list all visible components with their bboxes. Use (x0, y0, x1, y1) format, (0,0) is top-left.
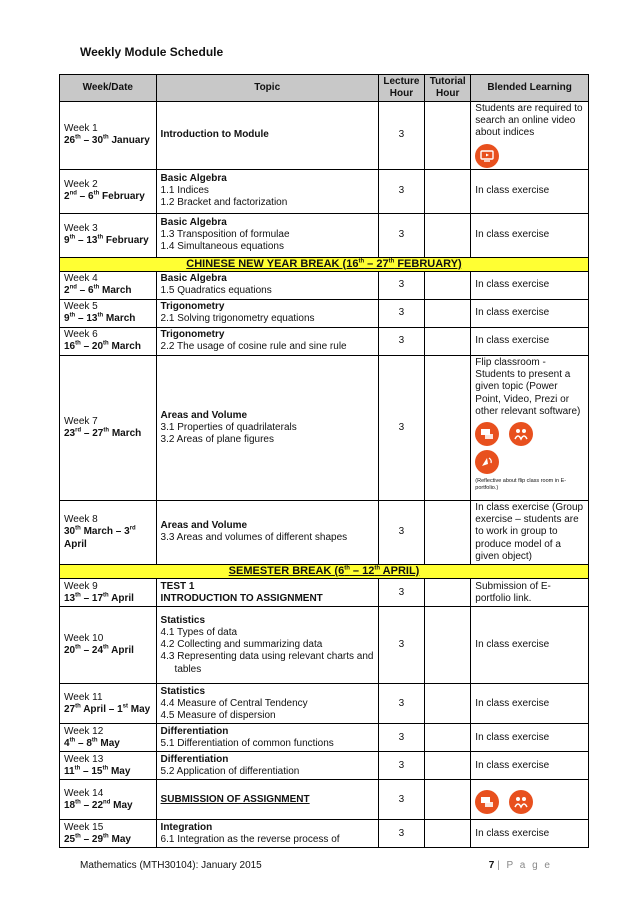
icon-row (475, 450, 584, 474)
week-cell (60, 299, 157, 327)
week-dates: 30th March – 3rd April (64, 526, 136, 550)
lecture-hours-cell: 3 (378, 169, 424, 213)
topic-cell (156, 684, 378, 724)
blended-learning-cell (471, 724, 589, 752)
topic-item: 4.2 Collecting and summarizing data (160, 639, 323, 651)
reflection-icon (475, 450, 499, 474)
topic-heading: Basic Algebra (160, 216, 227, 228)
week-label: Week 15 (64, 821, 104, 833)
table-row (60, 780, 589, 820)
topic-item: 4.4 Measure of Central Tendency (160, 697, 308, 709)
week-dates: 16th – 20th March (64, 341, 141, 353)
week-label: Week 12 (64, 725, 104, 737)
lecture-hours-cell: 3 (378, 213, 424, 257)
blended-text: In class exercise (475, 827, 550, 839)
topic-heading: Trigonometry (160, 329, 225, 341)
topic-item: 3.3 Areas and volumes of different shapes (160, 532, 348, 544)
blended-text: In class exercise (475, 228, 550, 240)
page-number-block (489, 860, 552, 871)
page-label: | P a g e (497, 860, 552, 871)
icon-row (475, 144, 584, 168)
week-label: Week 8 (64, 514, 98, 526)
tutorial-hours-cell (425, 102, 471, 170)
week-cell (60, 820, 157, 848)
tutorial-hours-cell (425, 299, 471, 327)
topic-item: tables (174, 663, 202, 675)
group-work-icon (509, 422, 533, 446)
topic-heading: Areas and Volume (160, 520, 248, 532)
blended-learning-cell (471, 752, 589, 780)
topic-heading: Statistics (160, 614, 206, 626)
week-cell (60, 780, 157, 820)
header-blended: Blended Learning (471, 75, 589, 102)
week-dates: 9th – 13th March (64, 313, 136, 325)
break-cell: CHINESE NEW YEAR BREAK (16th – 27th FEBRUARY) (60, 257, 589, 271)
blended-note: (Reflective about flip class room in E-portfolio.) (475, 477, 567, 491)
table-row (60, 299, 589, 327)
week-cell (60, 271, 157, 299)
week-dates: 9th – 13th February (64, 234, 149, 247)
lecture-hours-cell: 3 (378, 271, 424, 299)
week-cell (60, 579, 157, 607)
week-dates: 20th – 24th April (64, 644, 134, 657)
table-row (60, 327, 589, 355)
table-row (60, 820, 589, 848)
table-row (60, 355, 589, 500)
blended-text: In class exercise (475, 184, 550, 196)
topic-cell (156, 780, 378, 820)
week-dates: 23rd – 27th March (64, 427, 142, 439)
blended-text: In class exercise (475, 335, 550, 347)
presentation-icon (475, 422, 499, 446)
topic-cell (156, 355, 378, 500)
blended-learning-cell (471, 102, 589, 170)
topic-cell (156, 752, 378, 780)
topic-item: Introduction to Module (160, 129, 269, 141)
week-dates: 2nd – 6th February (64, 190, 145, 203)
lecture-hours-cell: 3 (378, 607, 424, 684)
topic-heading: Areas and Volume (160, 409, 248, 421)
tutorial-hours-cell (425, 271, 471, 299)
week-cell (60, 607, 157, 684)
table-row (60, 102, 589, 170)
topic-item: 3.1 Properties of quadrilaterals (160, 421, 297, 433)
week-dates: 2nd – 6th March (64, 285, 132, 297)
schedule-body (60, 102, 589, 848)
lecture-hours-cell: 3 (378, 355, 424, 500)
topic-cell (156, 102, 378, 170)
schedule-table (59, 74, 589, 848)
blended-learning-cell (471, 607, 589, 684)
topic-item: 4.3 Representing data using relevant charts and (160, 651, 374, 663)
lecture-hours-cell: 3 (378, 327, 424, 355)
blended-learning-cell (471, 500, 589, 564)
week-dates: 25th – 29th May (64, 833, 131, 845)
group-work-icon (509, 790, 533, 814)
week-cell (60, 213, 157, 257)
week-label: Week 6 (64, 329, 98, 341)
lecture-hours-cell: 3 (378, 780, 424, 820)
topic-cell (156, 213, 378, 257)
blended-text: In class exercise (475, 759, 550, 771)
week-cell (60, 752, 157, 780)
week-cell (60, 102, 157, 170)
topic-heading: Basic Algebra (160, 273, 227, 285)
week-cell (60, 327, 157, 355)
header-week: Week/Date (60, 75, 157, 102)
topic-cell (156, 607, 378, 684)
blended-learning-cell (471, 780, 589, 820)
blended-learning-cell (471, 579, 589, 607)
page-number: 7 (488, 860, 495, 871)
blended-text: In class exercise (475, 731, 550, 743)
header-topic: Topic (156, 75, 378, 102)
week-label: Week 5 (64, 301, 98, 313)
blended-learning-cell (471, 820, 589, 848)
week-label: Week 1 (64, 123, 98, 135)
week-label: Week 13 (64, 753, 104, 765)
blended-text: In class exercise (475, 639, 550, 651)
tutorial-hours-cell (425, 684, 471, 724)
tutorial-hours-cell (425, 213, 471, 257)
table-row (60, 213, 589, 257)
topic-item: 6.1 Integration as the reverse process of (160, 833, 340, 845)
week-label: Week 14 (64, 787, 104, 799)
presentation-icon (475, 790, 499, 814)
week-cell (60, 500, 157, 564)
blended-text: In class exercise (475, 697, 550, 709)
tutorial-hours-cell (425, 355, 471, 500)
table-row (60, 271, 589, 299)
week-dates: 18th – 22nd May (64, 799, 133, 811)
tutorial-hours-cell (425, 780, 471, 820)
week-label: Week 3 (64, 222, 98, 234)
topic-cell (156, 299, 378, 327)
topic-heading: TEST 1 (160, 580, 195, 592)
week-cell (60, 724, 157, 752)
tutorial-hours-cell (425, 579, 471, 607)
topic-item: SUBMISSION OF ASSIGNMENT (160, 793, 310, 805)
topic-item: 1.2 Bracket and factorization (160, 197, 288, 209)
tutorial-hours-cell (425, 500, 471, 564)
week-label: Week 9 (64, 580, 98, 592)
topic-heading: Basic Algebra (160, 172, 227, 184)
icon-row (475, 790, 584, 814)
table-row (60, 684, 589, 724)
blended-text: In class exercise (475, 279, 550, 291)
header-tutorial: Tutorial Hour (425, 75, 471, 102)
topic-item: 1.4 Simultaneous equations (160, 241, 284, 253)
blended-text: In class exercise (Group exercise – students are to work in group to produce model of a given object) (475, 501, 584, 562)
topic-item: 3.2 Areas of plane figures (160, 434, 274, 446)
blended-text: In class exercise (475, 307, 550, 319)
lecture-hours-cell: 3 (378, 724, 424, 752)
topic-item: 5.2 Application of differentiation (160, 765, 300, 777)
week-label: Week 11 (64, 691, 103, 703)
blended-text: Students are required to search an online video about indices (475, 103, 583, 139)
week-dates: 4th – 8th May (64, 737, 120, 749)
blended-learning-cell (471, 327, 589, 355)
table-row (60, 724, 589, 752)
week-dates: 13th – 17th April (64, 592, 134, 604)
topic-cell (156, 724, 378, 752)
topic-item: 4.5 Measure of dispersion (160, 709, 276, 721)
header-lecture: Lecture Hour (378, 75, 424, 102)
week-dates: 11th – 15th May (64, 765, 131, 777)
topic-cell (156, 271, 378, 299)
week-cell (60, 169, 157, 213)
break-cell: SEMESTER BREAK (6th – 12th APRIL) (60, 564, 589, 578)
topic-heading: Integration (160, 821, 213, 833)
blended-learning-cell (471, 271, 589, 299)
week-label: Week 10 (64, 633, 104, 645)
tutorial-hours-cell (425, 724, 471, 752)
footer-module: Mathematics (MTH30104): January 2015 (80, 860, 262, 871)
topic-heading: Differentiation (160, 725, 229, 737)
tutorial-hours-cell (425, 169, 471, 213)
lecture-hours-cell: 3 (378, 752, 424, 780)
topic-heading: Statistics (160, 685, 206, 697)
topic-heading: Trigonometry (160, 301, 225, 313)
lecture-hours-cell: 3 (378, 579, 424, 607)
document-title: Weekly Module Schedule (80, 45, 224, 59)
blended-text: Submission of E-portfolio link. (475, 580, 551, 604)
blended-text: Flip classroom - Students to present a given topic (Power Point, Video, Prezi or other relevant software) (475, 356, 581, 417)
topic-cell (156, 820, 378, 848)
topic-item: 1.5 Quadratics equations (160, 285, 272, 297)
week-dates: 27th April – 1st May (64, 703, 151, 715)
topic-cell (156, 327, 378, 355)
lecture-hours-cell: 3 (378, 820, 424, 848)
week-cell (60, 684, 157, 724)
topic-item: 2.2 The usage of cosine rule and sine rule (160, 341, 347, 353)
table-row (60, 500, 589, 564)
week-label: Week 2 (64, 178, 98, 190)
topic-cell (156, 500, 378, 564)
week-label: Week 4 (64, 273, 98, 285)
table-row (60, 169, 589, 213)
blended-learning-cell (471, 169, 589, 213)
tutorial-hours-cell (425, 752, 471, 780)
week-dates: 26th – 30th January (64, 134, 150, 147)
week-cell (60, 355, 157, 500)
tutorial-hours-cell (425, 820, 471, 848)
topic-item: INTRODUCTION TO ASSIGNMENT (160, 592, 323, 604)
table-row (60, 607, 589, 684)
week-label: Week 7 (64, 415, 98, 427)
lecture-hours-cell: 3 (378, 102, 424, 170)
break-row (60, 564, 589, 578)
topic-item: 5.1 Differentiation of common functions (160, 737, 334, 749)
blended-learning-cell (471, 355, 589, 500)
icon-row (475, 422, 584, 446)
lecture-hours-cell: 3 (378, 684, 424, 724)
topic-cell (156, 169, 378, 213)
topic-item: 1.1 Indices (160, 184, 209, 196)
header-row (60, 75, 589, 102)
topic-item: 2.1 Solving trigonometry equations (160, 313, 315, 325)
topic-item: 4.1 Types of data (160, 627, 238, 639)
blended-learning-cell (471, 684, 589, 724)
topic-item: 1.3 Transposition of formulae (160, 228, 290, 240)
video-search-icon (475, 144, 499, 168)
topic-heading: Differentiation (160, 753, 229, 765)
topic-cell (156, 579, 378, 607)
tutorial-hours-cell (425, 327, 471, 355)
tutorial-hours-cell (425, 607, 471, 684)
table-row (60, 752, 589, 780)
table-row (60, 579, 589, 607)
blended-learning-cell (471, 299, 589, 327)
break-row (60, 257, 589, 271)
lecture-hours-cell: 3 (378, 299, 424, 327)
blended-learning-cell (471, 213, 589, 257)
lecture-hours-cell: 3 (378, 500, 424, 564)
